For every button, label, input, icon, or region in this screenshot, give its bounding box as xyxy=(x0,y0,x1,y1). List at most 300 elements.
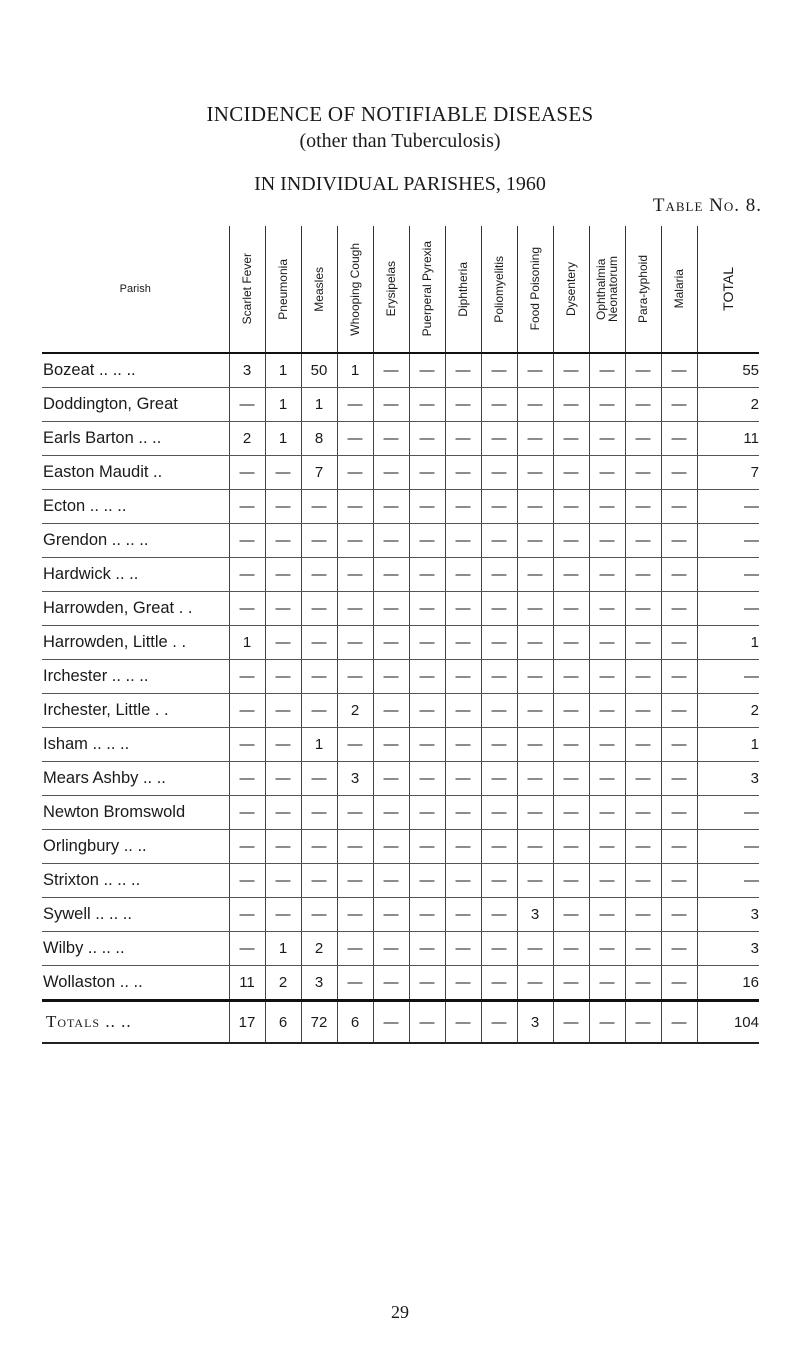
count-cell: — xyxy=(481,966,517,1001)
count-cell: 2 xyxy=(265,966,301,1001)
count-cell: — xyxy=(265,626,301,660)
count-cell: — xyxy=(589,796,625,830)
count-cell: — xyxy=(445,694,481,728)
count-cell: — xyxy=(445,898,481,932)
count-cell: — xyxy=(481,353,517,388)
count-cell: — xyxy=(301,660,337,694)
count-cell: — xyxy=(625,1001,661,1044)
table-row xyxy=(42,932,759,966)
count-cell: — xyxy=(409,796,445,830)
count-cell: — xyxy=(517,524,553,558)
count-cell: — xyxy=(445,524,481,558)
count-cell: — xyxy=(625,898,661,932)
disease-table xyxy=(42,226,759,1044)
table-row xyxy=(42,660,759,694)
column-header-label: Measles xyxy=(312,266,326,312)
count-cell: — xyxy=(517,592,553,626)
count-cell: — xyxy=(373,388,409,422)
count-cell: — xyxy=(661,830,697,864)
totals-row xyxy=(42,1001,759,1044)
count-cell: — xyxy=(301,626,337,660)
count-cell: — xyxy=(625,524,661,558)
table-row xyxy=(42,898,759,932)
count-cell: — xyxy=(265,490,301,524)
count-cell: — xyxy=(481,388,517,422)
count-cell: — xyxy=(553,592,589,626)
count-cell: — xyxy=(229,456,265,490)
count-cell: — xyxy=(229,388,265,422)
count-cell: — xyxy=(553,558,589,592)
count-cell: — xyxy=(625,796,661,830)
column-header xyxy=(517,226,553,353)
count-cell: 2 xyxy=(301,932,337,966)
count-cell: — xyxy=(625,353,661,388)
count-cell: — xyxy=(661,694,697,728)
count-cell: 8 xyxy=(301,422,337,456)
count-cell: 2 xyxy=(229,422,265,456)
count-cell: — xyxy=(373,422,409,456)
count-cell: — xyxy=(265,660,301,694)
total-cell: — xyxy=(697,558,759,592)
count-cell: — xyxy=(517,694,553,728)
count-cell: 3 xyxy=(229,353,265,388)
count-cell: — xyxy=(229,592,265,626)
count-cell: — xyxy=(373,864,409,898)
table-row xyxy=(42,728,759,762)
column-header-label: Poliomyelitis xyxy=(492,255,506,323)
count-cell: — xyxy=(589,558,625,592)
count-cell: — xyxy=(409,694,445,728)
column-header-label: Para-typhoid xyxy=(636,254,650,324)
count-cell: — xyxy=(481,762,517,796)
column-header-label: Malaria xyxy=(672,269,686,309)
count-cell: — xyxy=(481,524,517,558)
parish-name: Isham .. .. .. xyxy=(42,728,229,762)
count-cell: 6 xyxy=(265,1001,301,1044)
total-cell: 3 xyxy=(697,762,759,796)
total-cell: — xyxy=(697,796,759,830)
column-header xyxy=(337,226,373,353)
count-cell: — xyxy=(589,422,625,456)
count-cell: — xyxy=(553,456,589,490)
table-row xyxy=(42,796,759,830)
parish-name: Grendon .. .. .. xyxy=(42,524,229,558)
table-row xyxy=(42,422,759,456)
count-cell: — xyxy=(661,966,697,1001)
count-cell: — xyxy=(481,422,517,456)
column-header-label: Whooping Cough xyxy=(348,242,362,336)
column-header xyxy=(625,226,661,353)
count-cell: — xyxy=(445,932,481,966)
count-cell: — xyxy=(373,694,409,728)
count-cell: — xyxy=(229,694,265,728)
count-cell: — xyxy=(445,660,481,694)
count-cell: — xyxy=(373,1001,409,1044)
count-cell: — xyxy=(337,898,373,932)
count-cell: 1 xyxy=(301,728,337,762)
count-cell: — xyxy=(373,456,409,490)
column-header-label: Scarlet Fever xyxy=(240,253,254,325)
column-header-label: Food Poisoning xyxy=(528,247,542,331)
count-cell: — xyxy=(481,558,517,592)
count-cell: — xyxy=(589,762,625,796)
total-cell: 104 xyxy=(697,1001,759,1044)
count-cell: — xyxy=(589,898,625,932)
count-cell: — xyxy=(589,1001,625,1044)
count-cell: — xyxy=(373,966,409,1001)
count-cell: — xyxy=(373,558,409,592)
count-cell: — xyxy=(445,796,481,830)
total-cell: 3 xyxy=(697,932,759,966)
count-cell: — xyxy=(229,762,265,796)
totals-label: Totals .. .. xyxy=(42,1001,229,1044)
count-cell: — xyxy=(517,353,553,388)
count-cell: — xyxy=(553,830,589,864)
count-cell: — xyxy=(409,1001,445,1044)
count-cell: — xyxy=(409,626,445,660)
count-cell: — xyxy=(589,353,625,388)
count-cell: — xyxy=(553,796,589,830)
count-cell: — xyxy=(481,728,517,762)
count-cell: — xyxy=(337,830,373,864)
count-cell: — xyxy=(625,558,661,592)
count-cell: — xyxy=(625,422,661,456)
count-cell: — xyxy=(373,592,409,626)
count-cell: — xyxy=(625,966,661,1001)
count-cell: 72 xyxy=(301,1001,337,1044)
count-cell: — xyxy=(409,456,445,490)
count-cell: — xyxy=(517,422,553,456)
table-number: Table No. 8. xyxy=(652,195,762,216)
count-cell: — xyxy=(445,353,481,388)
count-cell: — xyxy=(445,966,481,1001)
count-cell: — xyxy=(409,353,445,388)
count-cell: 1 xyxy=(301,388,337,422)
count-cell: — xyxy=(517,558,553,592)
count-cell: — xyxy=(301,558,337,592)
count-cell: 3 xyxy=(517,1001,553,1044)
total-cell: — xyxy=(697,864,759,898)
count-cell: — xyxy=(661,762,697,796)
count-cell: — xyxy=(553,524,589,558)
count-cell: — xyxy=(409,660,445,694)
total-cell: 1 xyxy=(697,626,759,660)
count-cell: — xyxy=(481,456,517,490)
count-cell: — xyxy=(661,932,697,966)
total-cell: 2 xyxy=(697,388,759,422)
count-cell: — xyxy=(445,422,481,456)
parish-name: Sywell .. .. .. xyxy=(42,898,229,932)
count-cell: — xyxy=(337,422,373,456)
count-cell: 1 xyxy=(265,353,301,388)
count-cell: — xyxy=(301,898,337,932)
count-cell: 3 xyxy=(337,762,373,796)
count-cell: — xyxy=(373,626,409,660)
table-row xyxy=(42,388,759,422)
parish-name: Harrowden, Great . . xyxy=(42,592,229,626)
count-cell: — xyxy=(337,558,373,592)
count-cell: — xyxy=(589,966,625,1001)
count-cell: — xyxy=(589,524,625,558)
parish-name: Earls Barton .. .. xyxy=(42,422,229,456)
column-header xyxy=(229,226,265,353)
count-cell: — xyxy=(661,558,697,592)
count-cell: — xyxy=(661,353,697,388)
count-cell: — xyxy=(337,966,373,1001)
count-cell: — xyxy=(337,728,373,762)
count-cell: — xyxy=(373,762,409,796)
count-cell: — xyxy=(265,728,301,762)
count-cell: — xyxy=(337,592,373,626)
count-cell: — xyxy=(625,626,661,660)
total-cell: — xyxy=(697,490,759,524)
count-cell: — xyxy=(265,796,301,830)
count-cell: — xyxy=(301,490,337,524)
count-cell: — xyxy=(229,932,265,966)
count-cell: — xyxy=(553,694,589,728)
count-cell: — xyxy=(229,490,265,524)
count-cell: — xyxy=(481,660,517,694)
count-cell: — xyxy=(409,966,445,1001)
count-cell: — xyxy=(301,762,337,796)
count-cell: — xyxy=(625,456,661,490)
count-cell: — xyxy=(625,932,661,966)
column-header-label: Puerperal Pyrexia xyxy=(420,241,434,337)
count-cell: 11 xyxy=(229,966,265,1001)
table-row xyxy=(42,353,759,388)
count-cell: — xyxy=(373,490,409,524)
count-cell: — xyxy=(409,728,445,762)
count-cell: — xyxy=(625,728,661,762)
table-row xyxy=(42,524,759,558)
table-row xyxy=(42,830,759,864)
column-header xyxy=(373,226,409,353)
count-cell: — xyxy=(373,353,409,388)
count-cell: — xyxy=(661,626,697,660)
count-cell: — xyxy=(625,762,661,796)
count-cell: — xyxy=(445,558,481,592)
count-cell: — xyxy=(553,1001,589,1044)
count-cell: — xyxy=(265,830,301,864)
count-cell: — xyxy=(661,388,697,422)
count-cell: — xyxy=(553,966,589,1001)
count-cell: — xyxy=(301,830,337,864)
count-cell: — xyxy=(445,728,481,762)
count-cell: — xyxy=(409,830,445,864)
parish-name: Hardwick .. .. xyxy=(42,558,229,592)
count-cell: — xyxy=(481,592,517,626)
total-cell: 3 xyxy=(697,898,759,932)
parish-name: Newton Bromswold xyxy=(42,796,229,830)
count-cell: — xyxy=(409,558,445,592)
count-cell: — xyxy=(661,660,697,694)
parish-name: Harrowden, Little . . xyxy=(42,626,229,660)
count-cell: — xyxy=(589,592,625,626)
count-cell: — xyxy=(517,796,553,830)
count-cell: — xyxy=(589,830,625,864)
count-cell: — xyxy=(661,422,697,456)
count-cell: — xyxy=(553,490,589,524)
count-cell: — xyxy=(625,694,661,728)
total-cell: 7 xyxy=(697,456,759,490)
column-header-label: Erysipelas xyxy=(384,261,398,317)
count-cell: — xyxy=(553,353,589,388)
total-cell: 11 xyxy=(697,422,759,456)
table-row xyxy=(42,626,759,660)
count-cell: — xyxy=(337,524,373,558)
count-cell: — xyxy=(445,626,481,660)
table-subheading: IN INDIVIDUAL PARISHES, 1960 xyxy=(254,173,546,195)
column-header-label: Pneumonia xyxy=(276,258,290,320)
count-cell: 1 xyxy=(265,422,301,456)
count-cell: — xyxy=(301,524,337,558)
count-cell: — xyxy=(517,660,553,694)
count-cell: — xyxy=(445,864,481,898)
table-row xyxy=(42,694,759,728)
table-row xyxy=(42,966,759,1001)
total-cell: 55 xyxy=(697,353,759,388)
count-cell: 3 xyxy=(517,898,553,932)
column-header-label: Dysentery xyxy=(564,261,578,317)
count-cell: — xyxy=(265,592,301,626)
count-cell: — xyxy=(409,932,445,966)
column-header xyxy=(301,226,337,353)
column-header xyxy=(409,226,445,353)
column-header-label: TOTAL xyxy=(720,267,737,311)
count-cell: — xyxy=(481,898,517,932)
count-cell: — xyxy=(409,490,445,524)
column-header xyxy=(445,226,481,353)
count-cell: — xyxy=(229,524,265,558)
count-cell: — xyxy=(661,796,697,830)
column-header-parish: Parish xyxy=(42,226,229,353)
count-cell: — xyxy=(589,694,625,728)
count-cell: — xyxy=(625,388,661,422)
count-cell: 17 xyxy=(229,1001,265,1044)
count-cell: — xyxy=(337,796,373,830)
count-cell: — xyxy=(661,864,697,898)
count-cell: — xyxy=(661,1001,697,1044)
count-cell: — xyxy=(409,422,445,456)
total-cell: — xyxy=(697,830,759,864)
parish-name: Easton Maudit .. xyxy=(42,456,229,490)
parish-name: Bozeat .. .. .. xyxy=(42,353,229,388)
column-header-label: Ophthalmia Neonatorum xyxy=(594,255,620,323)
count-cell: — xyxy=(265,762,301,796)
count-cell: — xyxy=(517,490,553,524)
count-cell: 7 xyxy=(301,456,337,490)
count-cell: — xyxy=(409,898,445,932)
count-cell: — xyxy=(265,558,301,592)
count-cell: — xyxy=(373,524,409,558)
count-cell: — xyxy=(445,592,481,626)
count-cell: — xyxy=(265,456,301,490)
count-cell: — xyxy=(481,626,517,660)
count-cell: — xyxy=(481,1001,517,1044)
count-cell: — xyxy=(553,660,589,694)
count-cell: — xyxy=(337,864,373,898)
table-row xyxy=(42,558,759,592)
page-title: INCIDENCE OF NOTIFIABLE DISEASES xyxy=(206,102,594,126)
count-cell: — xyxy=(553,626,589,660)
count-cell: — xyxy=(229,830,265,864)
count-cell: — xyxy=(265,524,301,558)
count-cell: — xyxy=(265,864,301,898)
count-cell: — xyxy=(517,830,553,864)
count-cell: — xyxy=(409,388,445,422)
count-cell: — xyxy=(625,660,661,694)
count-cell: — xyxy=(589,864,625,898)
parish-name: Wollaston .. .. xyxy=(42,966,229,1001)
column-header xyxy=(553,226,589,353)
count-cell: 3 xyxy=(301,966,337,1001)
column-header xyxy=(661,226,697,353)
count-cell: — xyxy=(661,524,697,558)
count-cell: — xyxy=(517,456,553,490)
count-cell: — xyxy=(229,728,265,762)
count-cell: — xyxy=(373,796,409,830)
count-cell: — xyxy=(301,592,337,626)
count-cell: — xyxy=(625,490,661,524)
parish-name: Irchester .. .. .. xyxy=(42,660,229,694)
count-cell: — xyxy=(301,864,337,898)
count-cell: — xyxy=(481,864,517,898)
count-cell: — xyxy=(373,660,409,694)
count-cell: — xyxy=(625,830,661,864)
count-cell: — xyxy=(373,932,409,966)
count-cell: 2 xyxy=(337,694,373,728)
table-row xyxy=(42,864,759,898)
total-cell: 1 xyxy=(697,728,759,762)
count-cell: — xyxy=(445,456,481,490)
count-cell: — xyxy=(229,864,265,898)
count-cell: — xyxy=(553,388,589,422)
count-cell: — xyxy=(337,388,373,422)
count-cell: — xyxy=(517,762,553,796)
column-header xyxy=(265,226,301,353)
total-cell: — xyxy=(697,524,759,558)
count-cell: — xyxy=(445,388,481,422)
count-cell: — xyxy=(517,932,553,966)
count-cell: — xyxy=(553,422,589,456)
table-row xyxy=(42,456,759,490)
count-cell: — xyxy=(373,830,409,864)
table-row xyxy=(42,490,759,524)
total-cell: 2 xyxy=(697,694,759,728)
count-cell: — xyxy=(229,660,265,694)
count-cell: — xyxy=(445,762,481,796)
count-cell: — xyxy=(517,728,553,762)
count-cell: — xyxy=(589,932,625,966)
count-cell: — xyxy=(553,728,589,762)
count-cell: — xyxy=(445,1001,481,1044)
count-cell: — xyxy=(589,660,625,694)
header-row xyxy=(42,226,759,353)
count-cell: — xyxy=(337,932,373,966)
count-cell: — xyxy=(481,796,517,830)
count-cell: — xyxy=(337,626,373,660)
count-cell: — xyxy=(373,898,409,932)
total-cell: — xyxy=(697,592,759,626)
count-cell: — xyxy=(337,490,373,524)
page-number: 29 xyxy=(391,1302,409,1322)
count-cell: — xyxy=(517,388,553,422)
count-cell: — xyxy=(589,490,625,524)
page-subtitle: (other than Tuberculosis) xyxy=(299,130,501,152)
parish-name: Wilby .. .. .. xyxy=(42,932,229,966)
total-cell: — xyxy=(697,660,759,694)
count-cell: — xyxy=(481,932,517,966)
